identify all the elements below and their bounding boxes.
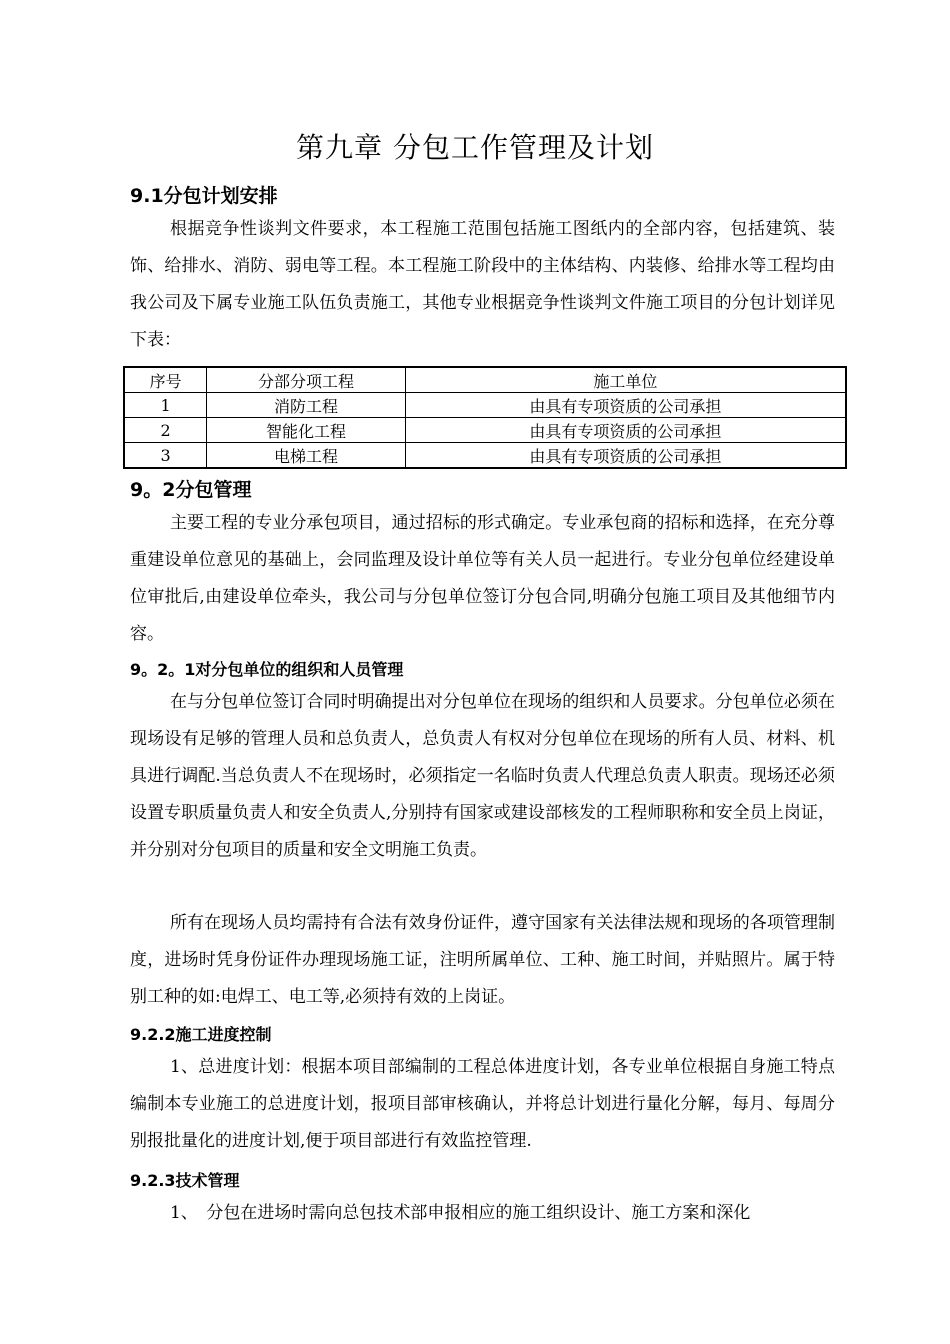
section-heading-9-2-1: 9。2。1对分包单位的组织和人员管理 — [130, 660, 404, 679]
table-row — [124, 393, 846, 418]
table-cell: 1 — [124, 393, 207, 418]
table-cell: 2 — [124, 418, 207, 443]
table-row — [124, 443, 846, 469]
table-row — [124, 418, 846, 443]
section-9-2-paragraph: 主要工程的专业分承包项目，通过招标的形式确定。专业承包商的招标和选择，在充分尊重建设单位意见的基础上，会同监理及设计单位等有关人员一起进行。专业分包单位经建设单位审批后,由建设单位牵头，我公司与分包单位签订分包合同,明确分包施工项目及其他细节内容。 — [130, 513, 835, 644]
table-cell: 由具有专项资质的公司承担 — [405, 443, 846, 469]
table-cell: 电梯工程 — [207, 443, 405, 469]
table-cell: 由具有专项资质的公司承担 — [405, 418, 846, 443]
table-cell: 3 — [124, 443, 207, 469]
section-9-1-paragraph: 根据竞争性谈判文件要求，本工程施工范围包括施工图纸内的全部内容，包括建筑、装饰、给排水、消防、弱电等工程。本工程施工阶段中的主体结构、内装修、给排水等工程均由我公司及下属专业施工队伍负责施工，其他专业根据竞争性谈判文件施工项目的分包计划详见下表： — [130, 219, 835, 350]
chapter-title: 第九章 分包工作管理及计划 — [296, 131, 654, 164]
table-cell: 智能化工程 — [207, 418, 405, 443]
subcontract-table — [123, 366, 847, 469]
table-header-cell: 分部分项工程 — [207, 367, 405, 393]
section-heading-9-2-3: 9.2.3技术管理 — [130, 1171, 240, 1190]
table-header-cell: 序号 — [124, 367, 207, 393]
section-9-2-2-paragraph: 1、总进度计划：根据本项目部编制的工程总体进度计划，各专业单位根据自身施工特点编制本专业施工的总进度计划，报项目部审核确认，并将总计划进行量化分解，每月、每周分别报批量化的进度计划,便于项目部进行有效监控管理. — [130, 1057, 835, 1151]
table-cell: 消防工程 — [207, 393, 405, 418]
section-heading-9-2-2: 9.2.2施工进度控制 — [130, 1025, 272, 1044]
section-9-2-1-paragraph-2: 所有在现场人员均需持有合法有效身份证件，遵守国家有关法律法规和现场的各项管理制度，进场时凭身份证件办理现场施工证，注明所属单位、工种、施工时间，并贴照片。属于特别工种的如:电焊工、电工等,必须持有效的上岗证。 — [130, 913, 835, 1007]
section-9-2-1-paragraph-1: 在与分包单位签订合同时明确提出对分包单位在现场的组织和人员要求。分包单位必须在现场设有足够的管理人员和总负责人，总负责人有权对分包单位在现场的所有人员、材料、机具进行调配.当总负责人不在现场时，必须指定一名临时负责人代理总负责人职责。现场还必须设置专职质量负责人和安全负责人,分别持有国家或建设部核发的工程师职称和安全员上岗证，并分别对分包项目的质量和安全文明施工负责。 — [130, 692, 835, 860]
section-heading-9-2: 9。2分包管理 — [130, 479, 252, 501]
table-header-row — [124, 367, 846, 393]
table-cell: 由具有专项资质的公司承担 — [405, 393, 846, 418]
section-heading-9-1: 9.1分包计划安排 — [130, 185, 278, 207]
section-9-2-3-paragraph: 1、 分包在进场时需向总包技术部申报相应的施工组织设计、施工方案和深化 — [170, 1203, 751, 1223]
table-header-cell: 施工单位 — [405, 367, 846, 393]
